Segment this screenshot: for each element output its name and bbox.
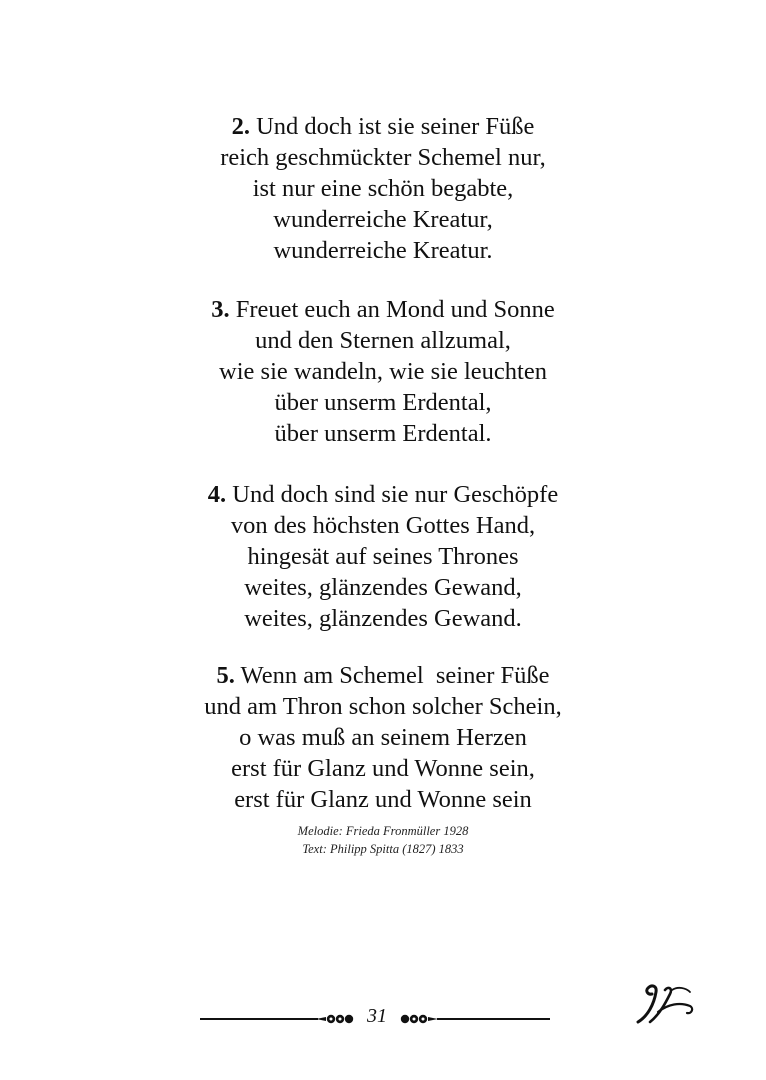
stanza-line: ist nur eine schön begabte, bbox=[252, 175, 514, 202]
footer-rule-right bbox=[437, 1018, 550, 1020]
stanza-2 bbox=[0, 111, 766, 266]
text-credit: Text: Philipp Spitta (1827) 1833 bbox=[302, 842, 464, 856]
stanza-line: wie sie wandeln, wie sie leuchten bbox=[219, 358, 547, 385]
stanza-line: und am Thron schon solcher Schein, bbox=[204, 693, 562, 720]
stanza-line: wunderreiche Kreatur. bbox=[273, 237, 493, 264]
stanza-line: o was muß an seinem Herzen bbox=[239, 724, 527, 751]
stanza-first-line bbox=[0, 479, 766, 510]
stanza-line-text: Und doch sind sie nur Geschöpfe bbox=[226, 481, 559, 508]
stanza-number: 2. bbox=[231, 113, 250, 140]
footer-rule-left bbox=[200, 1018, 318, 1020]
stanza-line-text: Und doch ist sie seiner Füße bbox=[249, 113, 535, 140]
stanza-line: hingesät auf seines Thrones bbox=[247, 543, 519, 570]
stanza-line: über unserm Erdental. bbox=[274, 420, 492, 447]
stanza-number: 4. bbox=[207, 481, 227, 508]
melody-credit: Melodie: Frieda Fronmüller 1928 bbox=[297, 824, 469, 838]
stanza-4 bbox=[0, 479, 766, 634]
scroll-ornament-left-icon bbox=[316, 1011, 356, 1027]
stanza-line: und den Sternen allzumal, bbox=[255, 327, 511, 354]
song-credits bbox=[0, 822, 766, 858]
stanza-5 bbox=[0, 660, 766, 815]
corner-flourish-icon bbox=[632, 982, 696, 1026]
stanza-line: über unserm Erdental, bbox=[274, 389, 492, 416]
stanza-line: erst für Glanz und Wonne sein, bbox=[231, 755, 535, 782]
stanza-line: von des höchsten Gottes Hand, bbox=[230, 512, 536, 539]
stanza-line: wunderreiche Kreatur, bbox=[273, 206, 493, 233]
stanza-number: 3. bbox=[211, 296, 230, 323]
stanza-line: weites, glänzendes Gewand. bbox=[244, 605, 522, 632]
stanza-line-text: Wenn am Schemel seiner Füße bbox=[234, 662, 550, 689]
stanza-number: 5. bbox=[216, 662, 235, 689]
stanza-line: reich geschmückter Schemel nur, bbox=[220, 144, 546, 171]
stanza-first-line bbox=[0, 294, 766, 325]
stanza-first-line bbox=[0, 111, 766, 142]
stanza-line: erst für Glanz und Wonne sein bbox=[234, 786, 532, 813]
stanza-line-text: Freuet euch an Mond und Sonne bbox=[229, 296, 555, 323]
scroll-ornament-right-icon bbox=[398, 1011, 438, 1027]
page-number: 31 bbox=[367, 1005, 387, 1027]
stanza-first-line bbox=[0, 660, 766, 691]
stanza-line: weites, glänzendes Gewand, bbox=[244, 574, 522, 601]
stanza-3 bbox=[0, 294, 766, 449]
